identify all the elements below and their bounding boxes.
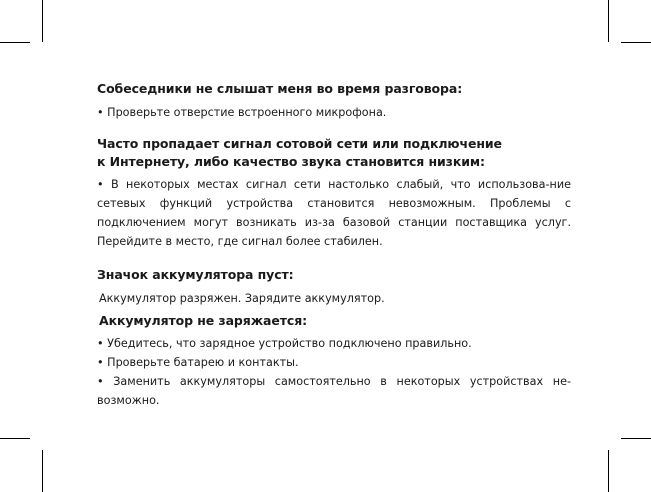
bullet-item: • Проверьте батарею и контакты. [97,356,299,369]
bullet-item: • Заменить аккумуляторы самостоятельно в некоторых устройствах не-возможно. [97,375,571,407]
heading-line: Значок аккумулятора пуст: [97,267,294,282]
troubleshooting-content [97,80,571,410]
crop-mark-bottom-left-vertical [42,450,43,492]
crop-mark-top-left-vertical [42,0,43,42]
section-heading [97,80,571,98]
section-microphone [97,80,571,122]
crop-mark-bottom-right-vertical [608,450,609,492]
heading-line: Часто пропадает сигнал сотовой сети или подключение [97,136,502,151]
bullet-item: • Проверьте отверстие встроенного микрофона. [97,106,387,119]
bullet-item: • Убедитесь, что зарядное устройство подключено правильно. [97,337,472,350]
section-battery-not-charging [97,312,571,410]
crop-mark-top-left-horizontal [0,42,30,43]
body-text: Аккумулятор разряжен. Зарядите аккумулятор. [99,292,385,305]
heading-line: Аккумулятор не заряжается: [99,313,308,328]
section-heading [97,135,571,171]
bullet-item: • В некоторых местах сигнал сети настолько слабый, что использова-ние сетевых функций устройства становится невозможным. Проблемы с подключением могут возникать из-за базовой станции поставщика услуг. Перейдите в место, где сигнал более стабилен. [97,178,571,248]
crop-mark-bottom-right-horizontal [621,438,651,439]
section-battery-empty [97,266,571,308]
section-network-signal [97,135,571,251]
crop-mark-top-right-vertical [608,0,609,42]
section-heading [97,312,571,330]
heading-line: Собеседники не слышат меня во время разговора: [97,81,463,96]
crop-mark-top-right-horizontal [621,42,651,43]
section-heading [97,266,571,284]
crop-mark-bottom-left-horizontal [0,438,30,439]
heading-line: к Интернету, либо качество звука становится низким: [97,154,485,169]
